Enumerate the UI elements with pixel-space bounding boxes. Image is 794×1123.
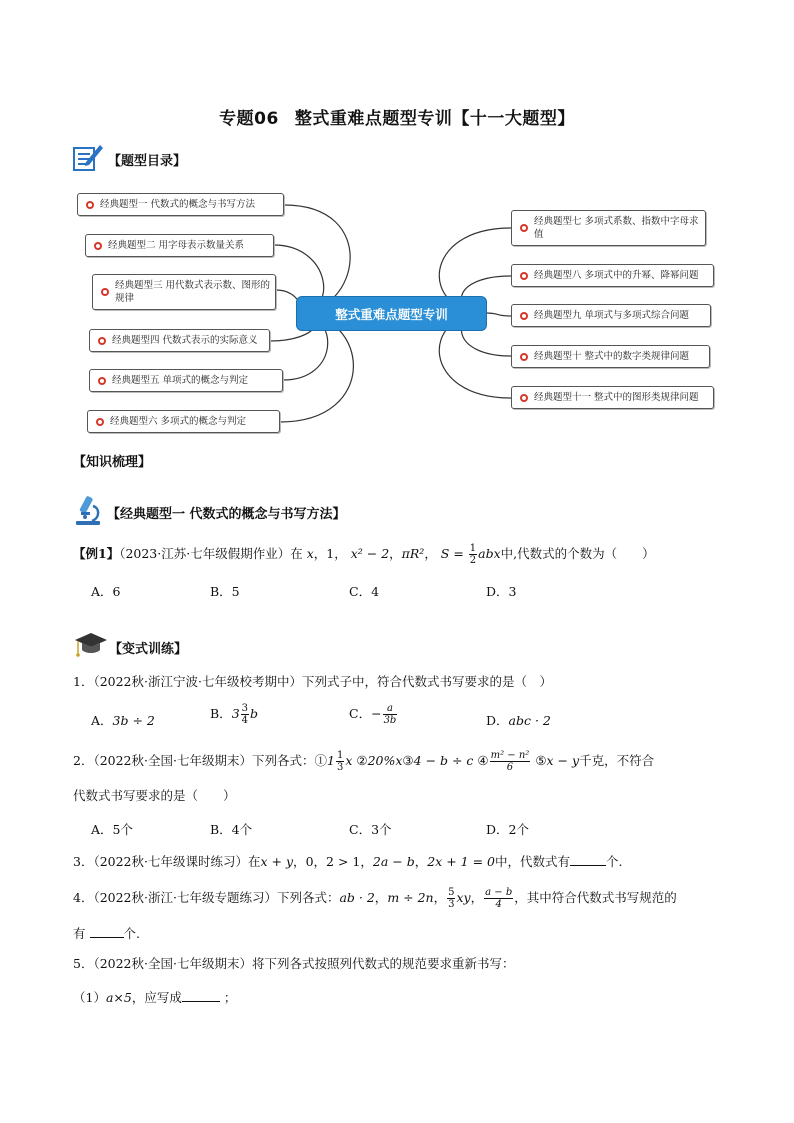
question-4-line2: 有 个. bbox=[73, 926, 140, 941]
bullet-icon bbox=[98, 377, 106, 385]
fraction: $\frac{3}{4}$ bbox=[241, 703, 249, 726]
page-title bbox=[0, 104, 794, 129]
mindmap-center-node: 整式重难点题型专训 bbox=[297, 297, 486, 330]
catalog-heading: 【题型目录】 bbox=[108, 154, 187, 169]
question-5: 5．（2022秋·全国·七年级期末）将下列各式按照列代数式的规范要求重新书写： bbox=[73, 956, 515, 971]
q1-option-c: C．− $\frac{a}{3b}$ bbox=[349, 703, 397, 726]
mindmap-node-left-1: 经典题型一 代数式的概念与书写方法 bbox=[77, 193, 284, 216]
mindmap-node-right-5: 经典题型十一 整式中的图形类规律问题 bbox=[511, 386, 714, 409]
q2-option-b: B．4个 bbox=[210, 822, 253, 837]
question-2-line2: 代数式书写要求的是（ ） bbox=[73, 788, 236, 803]
bullet-icon bbox=[520, 353, 528, 361]
example1-option-b: B．5 bbox=[210, 584, 240, 599]
example1-label: 【例1】 bbox=[73, 546, 120, 561]
example1-question: 【例1】（2023·江苏·七年级假期作业）在 x，1， x² − 2，πR²， S = $\frac{1}{2}$ abx中,代数式的个数为（ ） bbox=[73, 543, 655, 566]
example1-option-c: C．4 bbox=[349, 584, 380, 599]
question-4: 4．（2022秋·浙江·七年级专题练习）下列各式：ab · 2，m ÷ 2n， $\frac{5}{3}$ xy， $\frac{a - b}{4}$ ，其中符合代数式书写规范的 bbox=[73, 887, 677, 910]
q1-option-b: B．3 $\frac{3}{4}$ b bbox=[210, 703, 259, 726]
mindmap-node-left-5: 经典题型五 单项式的概念与判定 bbox=[89, 369, 283, 392]
mindmap-node-right-3: 经典题型九 单项式与多项式综合问题 bbox=[511, 304, 711, 327]
mindmap-node-left-6: 经典题型六 多项式的概念与判定 bbox=[87, 410, 280, 433]
title-part2: 整式重难点题型专训【十一大题型】 bbox=[294, 109, 575, 129]
q2-option-a: A．5个 bbox=[91, 822, 133, 837]
bullet-icon bbox=[520, 394, 528, 402]
question-1: 1．（2022秋·浙江宁波·七年级校考期中）下列式子中，符合代数式书写要求的是（ ） bbox=[73, 674, 552, 689]
fraction: $\frac{5}{3}$ bbox=[448, 887, 455, 910]
mindmap-node-right-2: 经典题型八 多项式中的升幂、降幂问题 bbox=[511, 264, 714, 287]
fraction: $\frac{1}{2}$ bbox=[469, 543, 477, 566]
example1-option-d: D．3 bbox=[486, 584, 517, 599]
bullet-icon bbox=[520, 272, 528, 280]
bullet-icon bbox=[96, 418, 104, 426]
bullet-icon bbox=[94, 242, 102, 250]
bullet-icon bbox=[520, 224, 528, 232]
fraction: $\frac{a}{3b}$ bbox=[383, 703, 397, 726]
answer-blank[interactable] bbox=[182, 1001, 220, 1002]
mindmap-node-left-4: 经典题型四 代数式表示的实际意义 bbox=[89, 329, 270, 352]
fraction: $\frac{\text{m² − n²}}{6}$ bbox=[490, 750, 530, 773]
q1-option-a: A．3b ÷ 2 bbox=[91, 713, 155, 728]
expr: x bbox=[306, 546, 314, 561]
fraction: $\frac{a - b}{4}$ bbox=[485, 887, 513, 910]
bullet-icon bbox=[101, 288, 109, 296]
bullet-icon bbox=[520, 312, 528, 320]
question-2: 2．（2022秋·全国·七年级期末）下列各式：①1 $\frac{1}{3}$ x ②20%x③4 − b ÷ c ④ $\frac{\text{m² − n²}}{6}$ ⑤x − y千克，不符合 bbox=[73, 750, 655, 773]
graduation-cap-icon bbox=[74, 630, 108, 658]
example1-option-a: A．6 bbox=[91, 584, 121, 599]
q2-option-c: C．3个 bbox=[349, 822, 392, 837]
fraction: $\frac{1}{3}$ bbox=[336, 750, 344, 773]
bullet-icon bbox=[86, 201, 94, 209]
question-3: 3．（2022秋·七年级课时练习）在x + y，0，2 > 1，2a − b，2x + 1 = 0中，代数式有 个. bbox=[73, 854, 623, 869]
question-5-sub1: （1）a×5，应写成 ； bbox=[73, 990, 237, 1005]
notebook-pen-icon bbox=[72, 142, 104, 172]
mindmap-node-right-4: 经典题型十 整式中的数字类规律问题 bbox=[511, 345, 710, 368]
q2-option-d: D．2个 bbox=[486, 822, 529, 837]
bullet-icon bbox=[98, 337, 106, 345]
mindmap-node-left-2: 经典题型二 用字母表示数量关系 bbox=[85, 234, 274, 257]
variant-heading: 【变式训练】 bbox=[109, 642, 188, 657]
mindmap-node-right-1: 经典题型七 多项式系数、指数中字母求值 bbox=[511, 210, 706, 246]
type1-heading: 【经典题型一 代数式的概念与书写方法】 bbox=[107, 507, 346, 522]
mindmap-node-left-3: 经典题型三 用代数式表示数、图形的规律 bbox=[92, 274, 276, 310]
answer-blank[interactable] bbox=[570, 865, 606, 866]
microscope-icon bbox=[72, 494, 104, 526]
knowledge-heading: 【知识梳理】 bbox=[73, 455, 152, 470]
q1-option-d: D．abc · 2 bbox=[486, 713, 551, 728]
answer-blank[interactable] bbox=[90, 937, 124, 938]
title-part1: 专题06 bbox=[219, 109, 279, 129]
